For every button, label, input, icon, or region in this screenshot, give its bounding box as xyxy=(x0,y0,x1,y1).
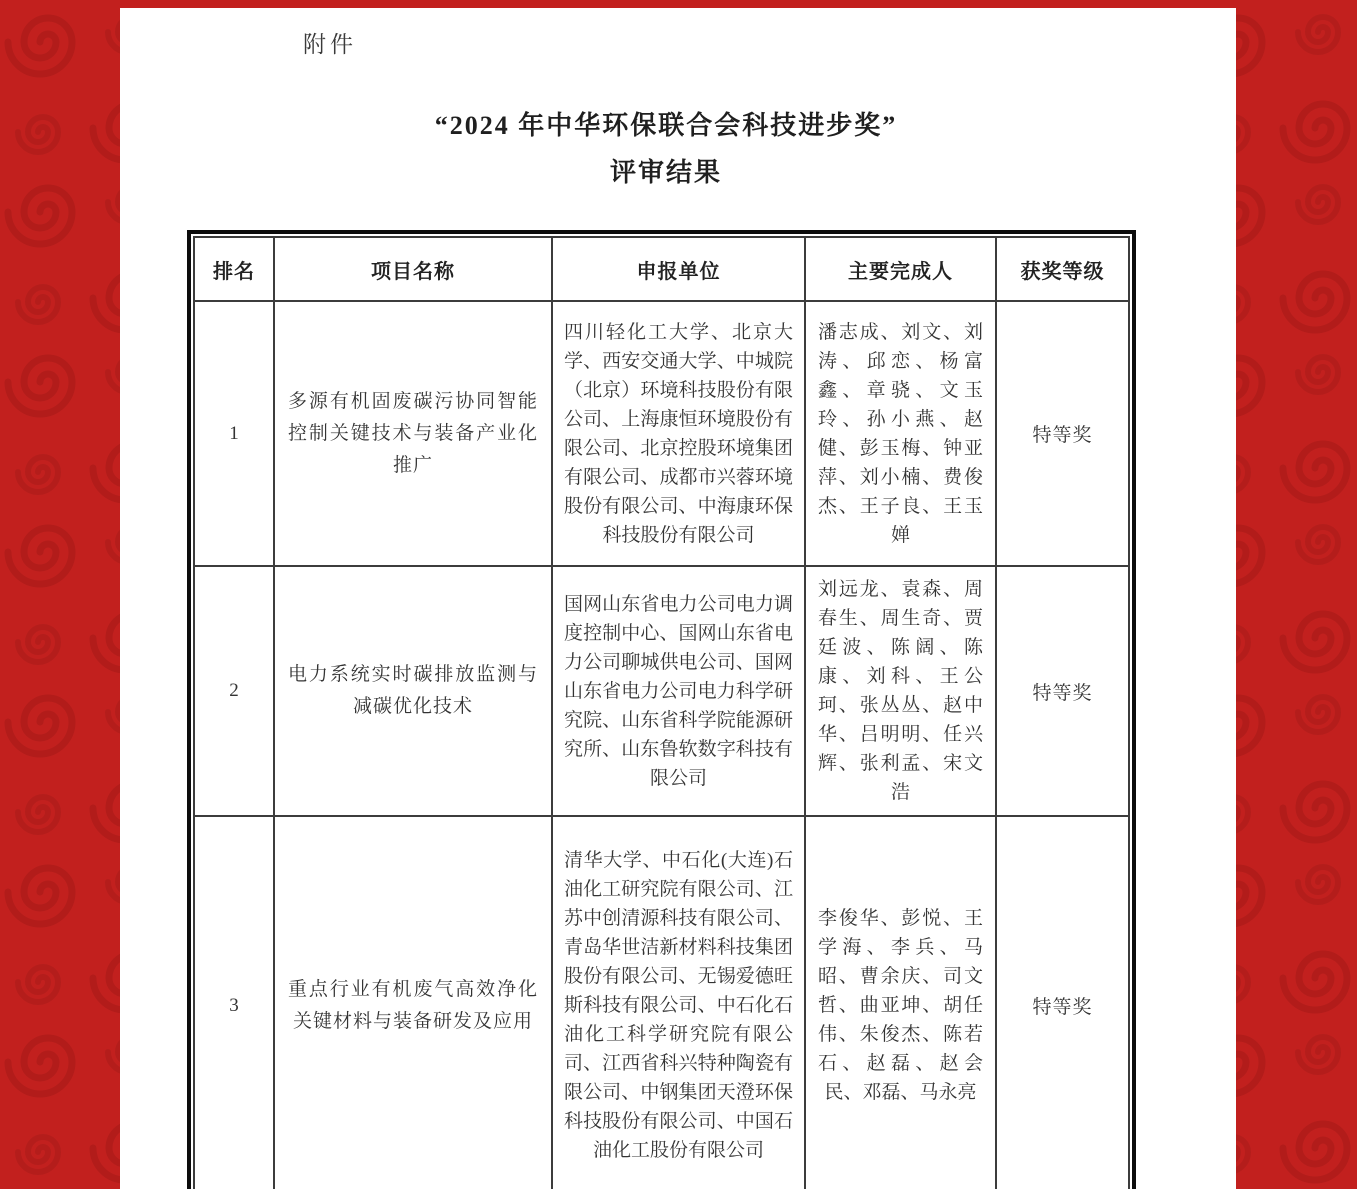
contributors-cell: 刘远龙、袁森、周春生、周生奇、贾廷波、陈阔、陈康、刘科、王公珂、张丛丛、赵中华、吕明明、任兴辉、张利孟、宋文浩 xyxy=(805,566,996,816)
organizations-cell: 国网山东省电力公司电力调度控制中心、国网山东省电力公司聊城供电公司、国网山东省电力公司电力科学研究院、山东省科学院能源研究所、山东鲁软数字科技有限公司 xyxy=(552,566,805,816)
project-name-cell: 多源有机固废碳污协同智能控制关键技术与装备产业化推广 xyxy=(274,301,552,566)
project-name-cell: 电力系统实时碳排放监测与减碳优化技术 xyxy=(274,566,552,816)
rank-cell: 1 xyxy=(194,301,274,566)
organizations-cell: 四川轻化工大学、北京大学、西安交通大学、中城院（北京）环境科技股份有限公司、上海康恒环境股份有限公司、北京控股环境集团有限公司、成都市兴蓉环境股份有限公司、中海康环保科技股份有限公司 xyxy=(552,301,805,566)
column-header-contributors: 主要完成人 xyxy=(805,237,996,301)
awards-table-wrapper xyxy=(187,230,1136,1189)
rank-cell: 2 xyxy=(194,566,274,816)
document-subtitle: 评审结果 xyxy=(609,158,722,187)
column-header-award: 获奖等级 xyxy=(996,237,1129,301)
column-header-project: 项目名称 xyxy=(274,237,552,301)
table-row xyxy=(194,566,1129,816)
document-title: “2024 年中华环保联合会科技进步奖” xyxy=(434,111,898,140)
attachment-label: 附件 xyxy=(303,32,357,57)
contributors-cell: 李俊华、彭悦、王学海、李兵、马昭、曹余庆、司文哲、曲亚坤、胡任伟、朱俊杰、陈若石、赵磊、赵会民、邓磊、马永亮 xyxy=(805,816,996,1189)
column-header-rank: 排名 xyxy=(194,237,274,301)
award-level-cell: 特等奖 xyxy=(996,301,1129,566)
document-title-block xyxy=(180,102,1152,196)
rank-cell: 3 xyxy=(194,816,274,1189)
awards-table xyxy=(193,236,1130,1189)
table-row xyxy=(194,816,1129,1189)
column-header-organization: 申报单位 xyxy=(552,237,805,301)
award-level-cell: 特等奖 xyxy=(996,816,1129,1189)
document-page xyxy=(120,8,1236,1189)
award-level-cell: 特等奖 xyxy=(996,566,1129,816)
organizations-cell: 清华大学、中石化(大连)石油化工研究院有限公司、江苏中创清源科技有限公司、青岛华世洁新材料科技集团股份有限公司、无锡爱德旺斯科技有限公司、中石化石油化工科学研究院有限公司、江西省科兴特种陶瓷有限公司、中钢集团天澄环保科技股份有限公司、中国石油化工股份有限公司 xyxy=(552,816,805,1189)
contributors-cell: 潘志成、刘文、刘涛、邱恋、杨富鑫、章骁、文玉玲、孙小燕、赵健、彭玉梅、钟亚萍、刘小楠、费俊杰、王子良、王玉婵 xyxy=(805,301,996,566)
project-name-cell: 重点行业有机废气高效净化关键材料与装备研发及应用 xyxy=(274,816,552,1189)
table-header-row xyxy=(194,237,1129,301)
table-row xyxy=(194,301,1129,566)
